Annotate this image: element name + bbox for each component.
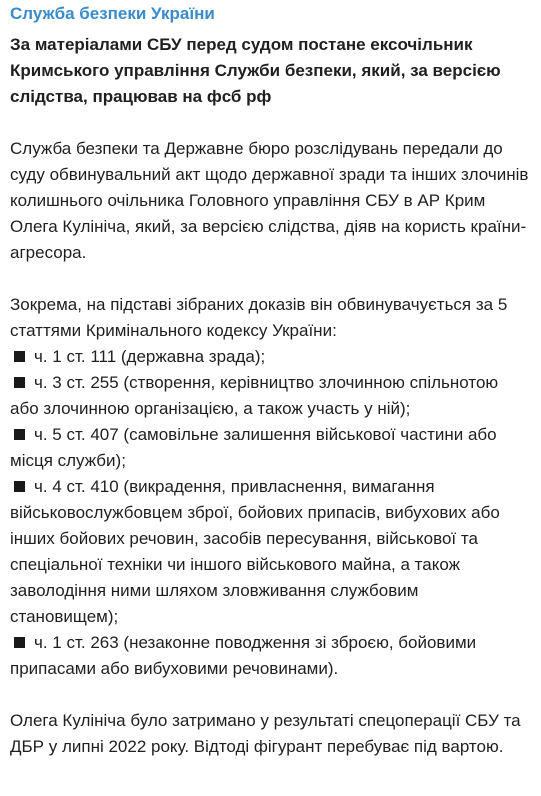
charge-text: ч. 1 ст. 111 (державна зрада); xyxy=(34,347,266,366)
channel-name[interactable]: Служба безпеки України xyxy=(10,4,215,23)
paragraph-charges-intro: Зокрема, на підставі зібраних доказів він обвинувачується за 5 статтями Кримінального кодексу України: xyxy=(10,295,508,340)
black-square-icon xyxy=(14,637,25,648)
charges-list xyxy=(10,344,531,682)
post-headline: За матеріалами СБУ перед судом постане ексочільник Кримського управління Служби безпеки, який, за версією слідства, працював на фсб рф xyxy=(10,35,501,106)
spacer xyxy=(10,266,531,292)
spacer xyxy=(10,110,531,136)
list-item xyxy=(10,630,531,682)
charge-text: ч. 4 ст. 410 (викрадення, привласнення, вимагання військовослужбовцем зброї, бойових припасів, вибухових або інших бойових речовин, засобів пересування, військової та спеціальної техніки чи іншого військового майна, а також заволодіння ними шляхом зловживання службовим становищем); xyxy=(10,477,500,626)
black-square-icon xyxy=(14,377,25,388)
charge-text: ч. 5 ст. 407 (самовільне залишення військової частини або місця служби); xyxy=(10,425,497,470)
list-item xyxy=(10,422,531,474)
charge-text: ч. 1 ст. 263 (незаконне поводження зі зброєю, бойовими припасами або вибуховими речовинами). xyxy=(10,633,477,678)
black-square-icon xyxy=(14,481,25,492)
spacer xyxy=(10,682,531,708)
charge-text: ч. 3 ст. 255 (створення, керівництво злочинною спільнотою або злочинною організацією, а також участь у ній); xyxy=(10,373,499,418)
black-square-icon xyxy=(14,429,25,440)
black-square-icon xyxy=(14,351,25,362)
list-item xyxy=(10,474,531,630)
paragraph-detention: Олега Кулініча було затримано у результаті спецоперації СБУ та ДБР у липні 2022 року. Відтоді фігурант перебуває під вартою. xyxy=(10,711,521,756)
list-item xyxy=(10,344,531,370)
list-item xyxy=(10,370,531,422)
paragraph-intro: Служба безпеки та Державне бюро розслідувань передали до суду обвинувальний акт щодо державної зради та інших злочинів колишнього очільника Головного управління СБУ в АР Крим Олега Кулініча, який, за версією слідства, діяв на користь країни-агресора. xyxy=(10,139,529,262)
